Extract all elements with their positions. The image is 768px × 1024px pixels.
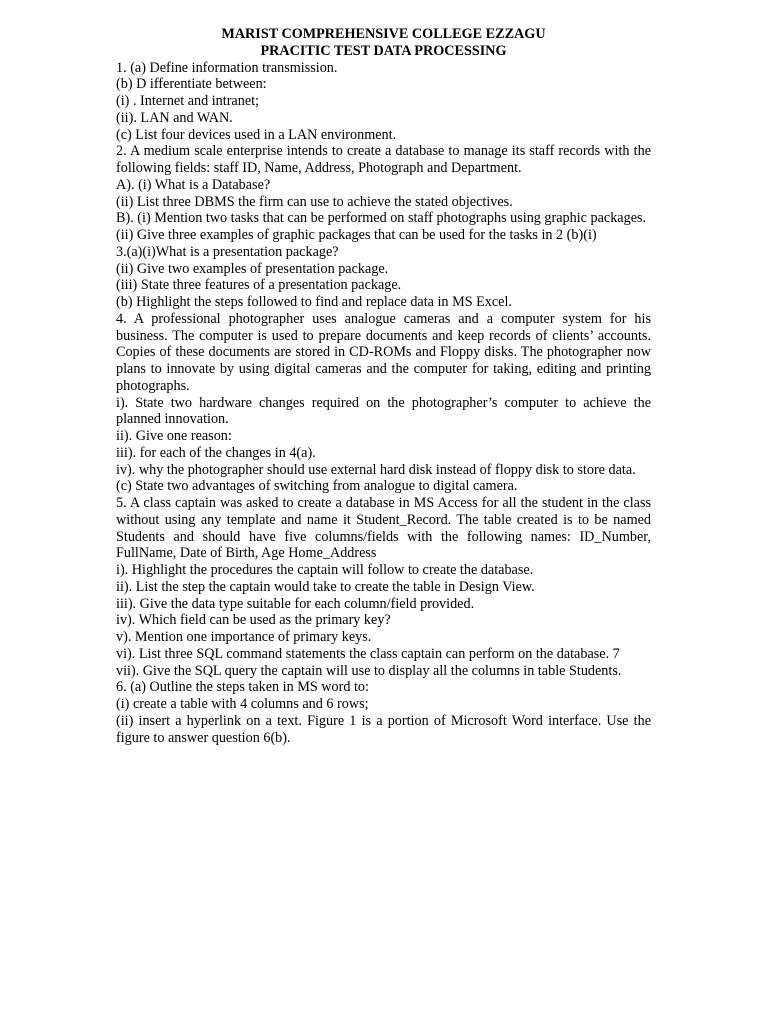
question-3a-iii: (iii) State three features of a presentation package. <box>116 277 402 294</box>
document-page <box>116 26 651 746</box>
question-4-iii: iii). for each of the changes in 4(a). <box>116 444 316 461</box>
question-1c: (c) List four devices used in a LAN environment. <box>116 126 397 143</box>
question-5-ii: ii). List the step the captain would take to create the table in Design View. <box>116 578 535 595</box>
question-1a: 1. (a) Define information transmission. <box>116 59 338 76</box>
question-1b: (b) D ifferentiate between: <box>116 76 267 93</box>
question-5-vii: vii). Give the SQL query the captain will use to display all the columns in table Students. <box>116 662 622 679</box>
question-4-i: i). State two hardware changes required on the photographer’s computer to achieve the planned innovation. <box>116 394 651 428</box>
question-3a-ii: (ii) Give two examples of presentation package. <box>116 260 389 277</box>
question-4-iv: iv). why the photographer should use external hard disk instead of floppy disk to store data. <box>116 461 636 478</box>
question-2a-ii: (ii) List three DBMS the firm can use to achieve the stated objectives. <box>116 193 513 210</box>
question-2a-i: A). (i) What is a Database? <box>116 176 271 193</box>
question-1b-i: (i) . Internet and intranet; <box>116 93 259 109</box>
question-6a: 6. (a) Outline the steps taken in MS word to: <box>116 679 369 696</box>
question-6a-i: (i) create a table with 4 columns and 6 rows; <box>116 696 369 712</box>
question-2-stem: 2. A medium scale enterprise intends to create a database to manage its staff records with the following fields: staff ID, Name, Address, Photograph and Department. <box>116 143 651 176</box>
question-4-stem: 4. A professional photographer uses analogue cameras and a computer system for his business. The computer is used to prepare documents and keep records of clients’ accounts. Copies of these documents are stored in CD-ROMs and Floppy disks. The photographer now plans to innovate by using digital cameras and the computer for taking, editing and printing photographs. <box>116 310 651 394</box>
question-1b-ii: (ii). LAN and WAN. <box>116 109 233 126</box>
question-6a-ii: (ii) insert a hyperlink on a text. Figure 1 is a portion of Microsoft Word interface. Use the figure to answer question 6(b). <box>116 712 651 746</box>
question-3b: (b) Highlight the steps followed to find and replace data in MS Excel. <box>116 294 512 310</box>
question-4c: (c) State two advantages of switching from analogue to digital camera. <box>116 478 518 495</box>
school-title: MARIST COMPREHENSIVE COLLEGE EZZAGU <box>221 26 546 42</box>
question-5-stem: 5. A class captain was asked to create a database in MS Access for all the student in the class without using any template and name it Student_Record. The table created is to be named Students and should have five columns/fields with the following names: ID_Number, FullName, Date of Birth, Age Home_Address <box>116 495 651 562</box>
question-5-i: i). Highlight the procedures the captain will follow to create the database. <box>116 562 534 578</box>
question-5-iv: iv). Which field can be used as the primary key? <box>116 612 391 629</box>
question-3a-i: 3.(a)(i)What is a presentation package? <box>116 243 339 260</box>
question-2b-i: B). (i) Mention two tasks that can be performed on staff photographs using graphic packages. <box>116 210 647 227</box>
question-5-vi: vi). List three SQL command statements the class captain can perform on the database. 7 <box>116 645 620 662</box>
question-4-ii: ii). Give one reason: <box>116 428 232 444</box>
test-title: PRACITIC TEST DATA PROCESSING <box>260 42 507 59</box>
question-5-iii: iii). Give the data type suitable for each column/field provided. <box>116 595 475 612</box>
question-5-v: v). Mention one importance of primary keys. <box>116 629 372 645</box>
question-2b-ii: (ii) Give three examples of graphic packages that can be used for the tasks in 2 (b)(i) <box>116 227 597 243</box>
